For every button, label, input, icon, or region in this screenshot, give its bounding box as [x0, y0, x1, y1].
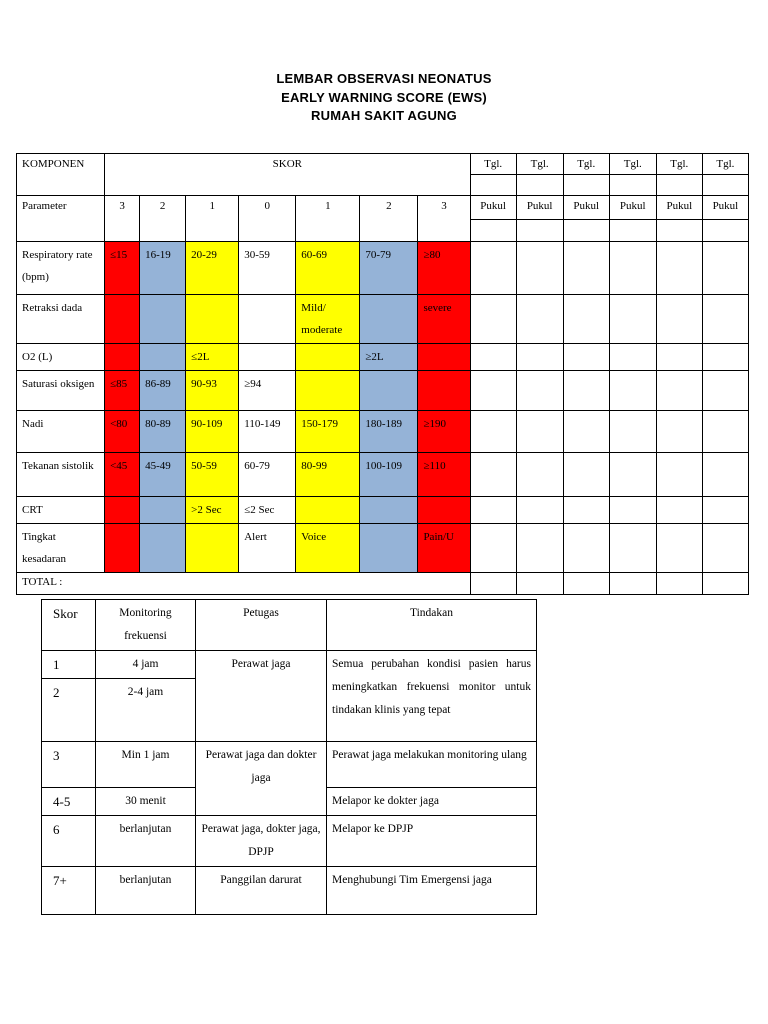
- score-range-cell: ≥190: [418, 411, 470, 453]
- time-input-cell[interactable]: [609, 220, 656, 242]
- score-range-cell: 60-69: [296, 242, 360, 295]
- skor-value: 7+: [42, 867, 96, 915]
- score-range-cell: 180-189: [360, 411, 418, 453]
- score-header: 3: [105, 196, 140, 242]
- ews-parameter-row: [17, 242, 749, 295]
- observation-entry-cell[interactable]: [516, 524, 563, 573]
- petugas-cell: Perawat jaga dan dokter jaga: [196, 742, 327, 816]
- observation-entry-cell[interactable]: [563, 344, 609, 371]
- observation-entry-cell[interactable]: [609, 524, 656, 573]
- observation-entry-cell[interactable]: [516, 295, 563, 344]
- date-input-cell[interactable]: [470, 175, 516, 196]
- observation-entry-cell[interactable]: [609, 242, 656, 295]
- score-range-cell: 150-179: [296, 411, 360, 453]
- skor-value: 3: [42, 742, 96, 788]
- score-header: 3: [418, 196, 470, 242]
- observation-entry-cell[interactable]: [563, 371, 609, 411]
- score-range-cell: Mild/ moderate: [296, 295, 360, 344]
- skor-value: 4-5: [42, 788, 96, 816]
- parameter-name: O2 (L): [17, 344, 105, 371]
- score-range-cell: 110-149: [239, 411, 296, 453]
- time-input-cell[interactable]: [563, 220, 609, 242]
- tgl-cell[interactable]: Tgl.: [702, 154, 748, 175]
- parameter-header: Parameter: [17, 196, 105, 242]
- ews-parameter-row: [17, 344, 749, 371]
- observation-entry-cell[interactable]: [702, 411, 748, 453]
- observation-entry-cell[interactable]: [656, 242, 702, 295]
- score-range-cell: [105, 524, 140, 573]
- observation-entry-cell[interactable]: [516, 453, 563, 497]
- score-header: 1: [186, 196, 239, 242]
- score-range-cell: Alert: [239, 524, 296, 573]
- observation-entry-cell[interactable]: [656, 453, 702, 497]
- observation-entry-cell[interactable]: [609, 411, 656, 453]
- pukul-cell[interactable]: Pukul: [470, 196, 516, 220]
- score-range-cell: [360, 524, 418, 573]
- observation-entry-cell[interactable]: [702, 295, 748, 344]
- score-range-cell: ≤15: [105, 242, 140, 295]
- tindakan-cell: Melapor ke dokter jaga: [327, 788, 537, 816]
- skor-value: 2: [42, 679, 96, 742]
- total-cell[interactable]: [702, 573, 748, 595]
- score-header: 2: [140, 196, 186, 242]
- score-range-cell: 30-59: [239, 242, 296, 295]
- score-range-cell: 100-109: [360, 453, 418, 497]
- parameter-name: Retraksi dada: [17, 295, 105, 344]
- ews-parameter-row: [17, 497, 749, 524]
- parameter-name: Respiratory rate (bpm): [17, 242, 105, 295]
- total-cell[interactable]: [563, 573, 609, 595]
- monitoring-frequency: 4 jam: [96, 651, 196, 679]
- observation-entry-cell[interactable]: [609, 497, 656, 524]
- observation-entry-cell[interactable]: [702, 453, 748, 497]
- document-title: LEMBAR OBSERVASI NEONATUS: [276, 71, 492, 86]
- monitoring-column-header: Monitoring frekuensi: [96, 600, 196, 651]
- observation-entry-cell[interactable]: [516, 242, 563, 295]
- parameter-name: Tekanan sistolik: [17, 453, 105, 497]
- ews-parameter-row: [17, 295, 749, 344]
- ews-parameter-row: [17, 411, 749, 453]
- observation-entry-cell[interactable]: [656, 371, 702, 411]
- parameter-name: CRT: [17, 497, 105, 524]
- date-input-cell[interactable]: [563, 175, 609, 196]
- observation-entry-cell[interactable]: [609, 453, 656, 497]
- observation-entry-cell[interactable]: [563, 411, 609, 453]
- skor-value: 6: [42, 816, 96, 867]
- score-range-cell: severe: [418, 295, 470, 344]
- time-input-cell[interactable]: [656, 220, 702, 242]
- score-range-cell: ≥110: [418, 453, 470, 497]
- score-range-cell: 86-89: [140, 371, 186, 411]
- score-range-cell: ≤85: [105, 371, 140, 411]
- total-cell[interactable]: [656, 573, 702, 595]
- observation-entry-cell[interactable]: [656, 295, 702, 344]
- score-range-cell: 90-93: [186, 371, 239, 411]
- score-range-cell: [418, 371, 470, 411]
- observation-entry-cell[interactable]: [656, 524, 702, 573]
- skor-column-header: Skor: [42, 600, 96, 651]
- score-range-cell: ≥2L: [360, 344, 418, 371]
- pukul-cell[interactable]: Pukul: [656, 196, 702, 220]
- observation-entry-cell[interactable]: [516, 411, 563, 453]
- score-range-cell: 20-29: [186, 242, 239, 295]
- score-range-cell: <80: [105, 411, 140, 453]
- observation-entry-cell[interactable]: [656, 344, 702, 371]
- total-cell[interactable]: [609, 573, 656, 595]
- score-range-cell: Pain/U: [418, 524, 470, 573]
- score-range-cell: [360, 295, 418, 344]
- observation-entry-cell[interactable]: [470, 295, 516, 344]
- score-range-cell: [186, 295, 239, 344]
- tgl-cell[interactable]: Tgl.: [563, 154, 609, 175]
- observation-entry-cell[interactable]: [656, 497, 702, 524]
- score-range-cell: [105, 344, 140, 371]
- score-range-cell: [186, 524, 239, 573]
- score-range-cell: [418, 344, 470, 371]
- score-range-cell: [140, 497, 186, 524]
- observation-entry-cell[interactable]: [563, 453, 609, 497]
- tgl-cell[interactable]: Tgl.: [516, 154, 563, 175]
- score-range-cell: ≤2 Sec: [239, 497, 296, 524]
- monitoring-frequency: Min 1 jam: [96, 742, 196, 788]
- observation-entry-cell[interactable]: [656, 411, 702, 453]
- observation-entry-cell[interactable]: [470, 524, 516, 573]
- tindakan-cell: Perawat jaga melakukan monitoring ulang: [327, 742, 537, 788]
- ews-parameter-row: [17, 453, 749, 497]
- pukul-cell[interactable]: Pukul: [609, 196, 656, 220]
- hospital-name: RUMAH SAKIT AGUNG: [311, 108, 457, 123]
- score-range-cell: 80-99: [296, 453, 360, 497]
- score-range-cell: 60-79: [239, 453, 296, 497]
- petugas-cell: Perawat jaga, dokter jaga, DPJP: [196, 816, 327, 867]
- score-range-cell: [105, 295, 140, 344]
- score-range-cell: 50-59: [186, 453, 239, 497]
- observation-entry-cell[interactable]: [702, 344, 748, 371]
- score-range-cell: ≥94: [239, 371, 296, 411]
- score-range-cell: [418, 497, 470, 524]
- score-header: 0: [239, 196, 296, 242]
- score-range-cell: 70-79: [360, 242, 418, 295]
- ews-parameter-row: [17, 524, 749, 573]
- observation-entry-cell[interactable]: [702, 371, 748, 411]
- observation-entry-cell[interactable]: [702, 497, 748, 524]
- observation-entry-cell[interactable]: [470, 411, 516, 453]
- score-range-cell: [296, 344, 360, 371]
- score-range-cell: [360, 497, 418, 524]
- tindakan-cell: Menghubungi Tim Emergensi jaga: [327, 867, 537, 915]
- observation-entry-cell[interactable]: [563, 524, 609, 573]
- score-range-cell: [105, 497, 140, 524]
- score-range-cell: [239, 295, 296, 344]
- petugas-cell: Perawat jaga: [196, 651, 327, 742]
- score-range-cell: 45-49: [140, 453, 186, 497]
- observation-entry-cell[interactable]: [470, 242, 516, 295]
- score-range-cell: [360, 371, 418, 411]
- monitoring-frequency: berlanjutan: [96, 867, 196, 915]
- score-range-cell: 90-109: [186, 411, 239, 453]
- time-input-cell[interactable]: [702, 220, 748, 242]
- date-input-cell[interactable]: [516, 175, 563, 196]
- time-input-cell[interactable]: [516, 220, 563, 242]
- score-range-cell: >2 Sec: [186, 497, 239, 524]
- score-range-cell: [140, 344, 186, 371]
- score-range-cell: [140, 524, 186, 573]
- score-range-cell: [296, 497, 360, 524]
- observation-entry-cell[interactable]: [470, 453, 516, 497]
- komponen-header: KOMPONEN: [17, 154, 105, 196]
- observation-entry-cell[interactable]: [516, 371, 563, 411]
- observation-entry-cell[interactable]: [702, 524, 748, 573]
- observation-entry-cell[interactable]: [470, 371, 516, 411]
- score-range-cell: 80-89: [140, 411, 186, 453]
- petugas-cell: Panggilan darurat: [196, 867, 327, 915]
- observation-entry-cell[interactable]: [516, 344, 563, 371]
- score-range-cell: 16-19: [140, 242, 186, 295]
- date-input-cell[interactable]: [656, 175, 702, 196]
- parameter-name: Nadi: [17, 411, 105, 453]
- observation-entry-cell[interactable]: [609, 344, 656, 371]
- score-range-cell: [239, 344, 296, 371]
- ews-table: [16, 153, 749, 595]
- observation-entry-cell[interactable]: [702, 242, 748, 295]
- score-range-cell: ≥80: [418, 242, 470, 295]
- observation-entry-cell[interactable]: [609, 295, 656, 344]
- skor-header: SKOR: [105, 154, 471, 196]
- skor-value: 1: [42, 651, 96, 679]
- pukul-cell[interactable]: Pukul: [563, 196, 609, 220]
- observation-entry-cell[interactable]: [470, 497, 516, 524]
- tgl-cell[interactable]: Tgl.: [609, 154, 656, 175]
- score-range-cell: [140, 295, 186, 344]
- pukul-cell[interactable]: Pukul: [702, 196, 748, 220]
- date-input-cell[interactable]: [609, 175, 656, 196]
- pukul-cell[interactable]: Pukul: [516, 196, 563, 220]
- observation-entry-cell[interactable]: [563, 242, 609, 295]
- date-input-cell[interactable]: [702, 175, 748, 196]
- total-cell[interactable]: [470, 573, 516, 595]
- monitoring-frequency: 30 menit: [96, 788, 196, 816]
- parameter-name: Tingkat kesadaran: [17, 524, 105, 573]
- observation-entry-cell[interactable]: [516, 497, 563, 524]
- score-range-cell: Voice: [296, 524, 360, 573]
- score-header: 2: [360, 196, 418, 242]
- score-range-cell: [296, 371, 360, 411]
- tgl-cell[interactable]: Tgl.: [470, 154, 516, 175]
- score-header: 1: [296, 196, 360, 242]
- total-cell[interactable]: [516, 573, 563, 595]
- tindakan-cell: Semua perubahan kondisi pasien harus meningkatkan frekuensi monitor untuk tindakan klinis yang tepat: [327, 651, 537, 742]
- petugas-column-header: Petugas: [196, 600, 327, 651]
- observation-entry-cell[interactable]: [563, 295, 609, 344]
- total-label: TOTAL :: [17, 573, 471, 595]
- score-range-cell: ≤2L: [186, 344, 239, 371]
- ews-parameter-row: [17, 371, 749, 411]
- tindakan-column-header: Tindakan: [327, 600, 537, 651]
- parameter-name: Saturasi oksigen: [17, 371, 105, 411]
- tgl-cell[interactable]: Tgl.: [656, 154, 702, 175]
- monitoring-table: [41, 599, 537, 915]
- observation-entry-cell[interactable]: [563, 497, 609, 524]
- time-input-cell[interactable]: [470, 220, 516, 242]
- monitoring-frequency: berlanjutan: [96, 816, 196, 867]
- score-range-cell: <45: [105, 453, 140, 497]
- document-subtitle: EARLY WARNING SCORE (EWS): [281, 90, 487, 105]
- tindakan-cell: Melapor ke DPJP: [327, 816, 537, 867]
- observation-entry-cell[interactable]: [470, 344, 516, 371]
- observation-entry-cell[interactable]: [609, 371, 656, 411]
- monitoring-frequency: 2-4 jam: [96, 679, 196, 742]
